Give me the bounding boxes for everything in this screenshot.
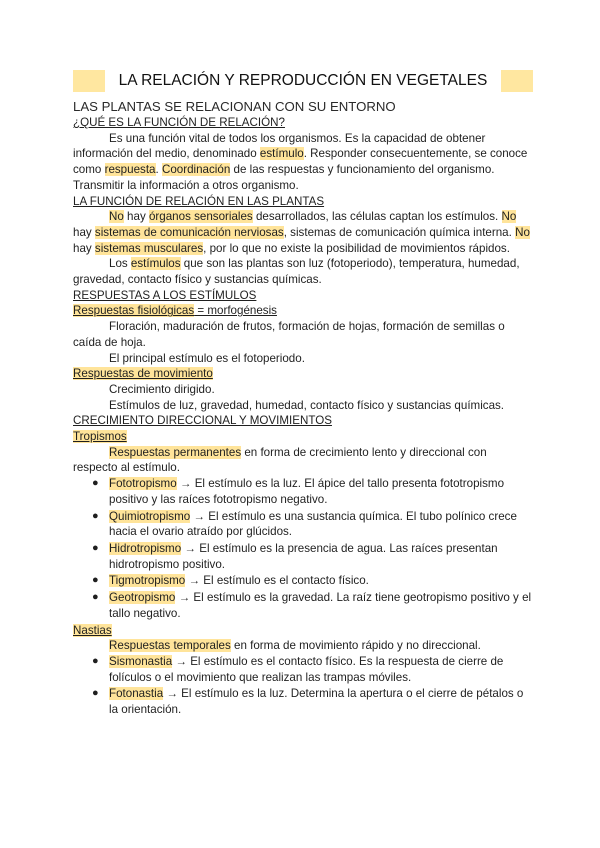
highlight-respuestas-temporales: Respuestas temporales	[109, 639, 231, 653]
bullet-icon: ●	[92, 687, 99, 700]
list-item-sismonastia: ● Sismonastia → El estímulo es el contacto físico. Es la respuesta de cierre de folículos o el movimiento que realizan las trampas móviles.	[92, 654, 504, 684]
page-title: LA RELACIÓN Y REPRODUCCIÓN EN VEGETALES	[73, 70, 533, 92]
paragraph-fisiologicas-1: Floración, maduración de frutos, formación de hojas, formación de semillas o caída de hoja.	[73, 320, 505, 349]
section-heading-funcion-relacion: ¿QUÉ ES LA FUNCIÓN DE RELACIÓN?	[73, 116, 285, 129]
subheading-respuestas-fisiologicas: Respuestas fisiológicas = morfogénesis	[73, 304, 277, 318]
list-item-fototropismo: ● Fototropismo → El estímulo es la luz. El ápice del tallo presenta fototropismo positivo y las raíces fototropismo negativo.	[92, 477, 505, 506]
list-item-hidrotropismo: ● Hidrotropismo → El estímulo es la presencia de agua. Las raíces presentan hidrotropismo positivo.	[92, 541, 498, 571]
nastias-list	[73, 654, 533, 718]
paragraph-funcion-relacion: Es una función vital de todos los organismos. Es la capacidad de obtener información del medio, denominado estímulo. Responder consecuentemente, se conoce como respuesta. Coordinación de las respuestas y funcionamiento del organismo. Transmitir la información a otros organismo.	[73, 131, 528, 192]
subheading-respuestas-movimiento: Respuestas de movimiento	[73, 367, 213, 381]
list-item-quimiotropismo: ● Quimiotropismo → El estímulo es una sustancia química. El tubo polínico crece hacia el ovario atraído por glúcidos.	[92, 509, 517, 539]
paragraph-movimiento-2: Estímulos de luz, gravedad, humedad, contacto físico y sustancias químicas.	[109, 398, 505, 412]
paragraph-estimulos-plantas: Los estímulos que son las plantas son luz (fotoperiodo), temperatura, humedad, gravedad, contacto físico y sustancias químicas.	[73, 257, 520, 287]
subheading-nastias: Nastias	[73, 623, 112, 637]
paragraph-relacion-plantas: No hay órganos sensoriales desarrollados, las células captan los estímulos. No hay sistemas de comunicación nerviosas, sistemas de comunicación química interna. No hay sistemas musculares, por lo que no existe la posibilidad de movimientos rápidos.	[73, 210, 530, 255]
highlight-estimulo: estímulo	[259, 147, 304, 161]
page-subtitle: LAS PLANTAS SE RELACIONAN CON SU ENTORNO	[73, 99, 396, 114]
highlight-sistemas-comunicacion: sistemas de comunicación nerviosas	[94, 225, 284, 239]
document-content	[73, 70, 533, 719]
highlight-sistemas-musculares: sistemas musculares	[94, 241, 204, 255]
paragraph-tropismos: Respuestas permanentes en forma de crecimiento lento y direccional con respecto al estímulo.	[73, 445, 487, 475]
list-item-fotonastia: ● Fotonastia → El estímulo es la luz. Determina la apertura o el cierre de pétalos o la orientación.	[92, 687, 524, 717]
highlight-estimulos: estímulos	[130, 257, 181, 271]
paragraph-fisiologicas-2: El principal estímulo es el fotoperiodo.	[109, 351, 305, 365]
section-heading-crecimiento: CRECIMIENTO DIRECCIONAL Y MOVIMIENTOS	[73, 414, 332, 428]
list-item-tigmotropismo: ● Tigmotropismo → El estímulo es el contacto físico.	[92, 574, 369, 588]
bullet-icon: ●	[92, 509, 99, 522]
bullet-icon: ●	[92, 591, 99, 604]
list-item-geotropismo: ● Geotropismo → El estímulo es la gravedad. La raíz tiene geotropismo positivo y el tallo negativo.	[92, 591, 532, 620]
bullet-icon: ●	[92, 541, 99, 554]
bullet-icon: ●	[92, 654, 99, 667]
paragraph-movimiento-1: Crecimiento dirigido.	[109, 382, 215, 396]
section-heading-relacion-plantas: LA FUNCIÓN DE RELACIÓN EN LAS PLANTAS	[73, 194, 325, 208]
highlight-organos-sensoriales: órganos sensoriales	[148, 210, 253, 224]
subheading-tropismos: Tropismos	[73, 430, 127, 444]
bullet-icon: ●	[92, 477, 99, 490]
tropismos-list	[73, 476, 533, 621]
paragraph-nastias: Respuestas temporales en forma de movimiento rápido y no direccional.	[109, 639, 481, 653]
section-heading-respuestas: RESPUESTAS A LOS ESTÍMULOS	[73, 288, 257, 302]
highlight-respuestas-permanentes: Respuestas permanentes	[109, 445, 242, 459]
highlight-coordinacion: Coordinación	[161, 163, 231, 177]
bullet-icon: ●	[92, 574, 99, 587]
highlight-respuesta: respuesta	[104, 163, 156, 177]
